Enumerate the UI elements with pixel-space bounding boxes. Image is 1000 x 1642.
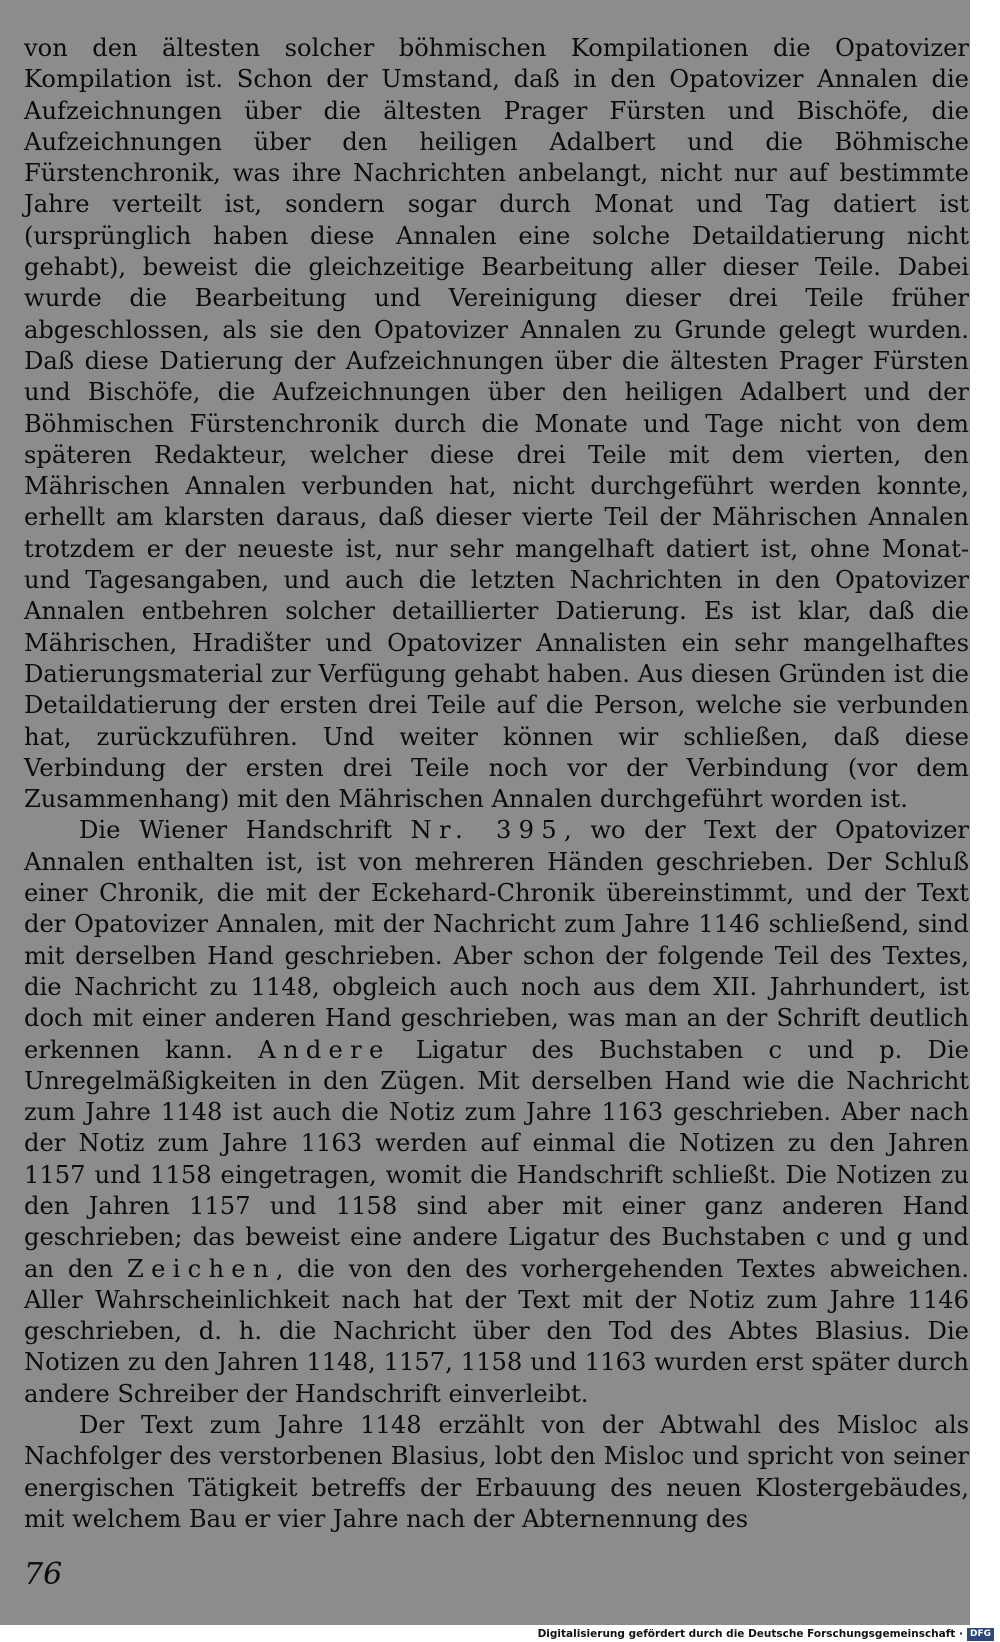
footer-text: Digitalisierung gefördert durch die Deutsche Forschungsgemeinschaft · [537,1628,963,1640]
paragraph-1: von den ältesten solcher böhmischen Kompilationen die Opatovizer Kompilation ist. Schon der Umstand, daß in den Opatovizer Annalen die Aufzeichnungen über die ältesten Prager Fürsten und Bischöfe, die Aufzeichnungen über den heiligen Adalbert und die Böhmische Fürstenchronik, was ihre Nachrichten anbelangt, nicht nur auf bestimmte Jahre verteilt ist, sondern sogar durch Monat und Tag datiert ist (ursprünglich haben diese Annalen eine solche Detaildatierung nicht gehabt), beweist die gleichzeitige Bearbeitung aller dieser Teile. Dabei wurde die Bearbeitung und Vereinigung dieser drei Teile früher abgeschlossen, als sie den Opatovizer Annalen zu Grunde gelegt wurden. Daß diese Datierung der Aufzeichnungen über die ältesten Prager Fürsten und Bischöfe, die Aufzeichnungen über den heiligen Adalbert und der Böhmischen Fürstenchronik durch die Monate und Tage nicht von dem späteren Redakteur, welcher diese drei Teile mit dem vierten, den Mährischen Annalen verbunden hat, nicht durchgeführt werden konnte, erhellt am klarsten daraus, daß dieser vierte Teil der Mährischen Annalen trotzdem er der neueste ist, nur sehr mangelhaft datiert ist, ohne Monat- und Tagesangaben, und auch die letzten Nachrichten in den Opatovizer Annalen entbehren solcher detaillierter Datierung. Es ist klar, daß die Mährischen, Hradišter und Opatovizer Annalisten ein sehr mangelhaftes Datierungsmaterial zur Verfügung gehabt haben. Aus diesen Gründen ist die Detaildatierung der ersten drei Teile auf die Person, welche sie verbunden hat, zurückzuführen. Und weiter können wir schließen, daß diese Verbindung der ersten drei Teile noch vor der Verbindung (vor dem Zusammenhang) mit den Mährischen Annalen durchgeführt worden ist. [24,34,969,814]
paragraph-2 [24,815,969,1410]
emphasis-zeichen: Zeichen [127,1254,276,1283]
paragraph-2-part-c: Ligatur des Buchstaben c und p. Die Unregelmäßigkeiten in den Zügen. Mit derselben Hand wie die Nachricht zum Jahre 1148 ist auch die Notiz zum Jahre 1163 geschrieben. Aber nach der Notiz zum Jahre 1163 werden auf einmal die Notizen zu den Jahren 1157 und 1158 eingetragen, womit die Handschrift schließt. Die Notizen zu den Jahren 1157 und 1158 sind aber mit einer ganz anderen Hand geschrieben; das beweist eine andere Ligatur des Buchstaben c und g und an den [24,1035,969,1283]
manuscript-number: Nr. 395 [410,816,564,845]
paragraph-3: Der Text zum Jahre 1148 erzählt von der Abtwahl des Misloc als Nachfolger des verstorbenen Blasius, lobt den Misloc und spricht von seiner energischen Tätigkeit betreffs der Erbauung des neuen Klostergebäudes, mit welchem Bau er vier Jahre nach der Abternennung des [24,1411,969,1533]
paragraph-2-part-a: Die Wiener Handschrift [79,816,411,845]
digitization-footer [538,1626,994,1642]
page-number: 76 [24,1557,63,1592]
paragraph-2-part-d: , die von den des vorhergehenden Textes abweichen. Aller Wahrscheinlichkeit nach hat der Text mit der Notiz zum Jahre 1146 geschrieben, d. h. die Nachricht über den Tod des Abtes Blasius. Die Notizen zu den Jahren 1148, 1157, 1158 und 1163 wurden erst später durch andere Schreiber der Handschrift einverleibt. [24,1254,969,1408]
body-text [24,33,969,1535]
paragraph-2-part-b: , wo der Text der Opatovizer Annalen enthalten ist, ist von mehreren Händen geschrieben. Der Schluß einer Chronik, die mit der Eckehard-Chronik übereinstimmt, und der Text der Opatovizer Annalen, mit der Nachricht zum Jahre 1146 schließend, sind mit derselben Hand geschrieben. Aber schon der folgende Teil des Textes, die Nachricht zu 1148, obgleich auch noch aus dem XII. Jahrhundert, ist doch mit einer anderen Hand geschrieben, was man an der Schrift deutlich erkennen kann. [24,816,969,1064]
dfg-logo: DFG [967,1628,994,1641]
emphasis-andere: Andere [258,1035,391,1064]
